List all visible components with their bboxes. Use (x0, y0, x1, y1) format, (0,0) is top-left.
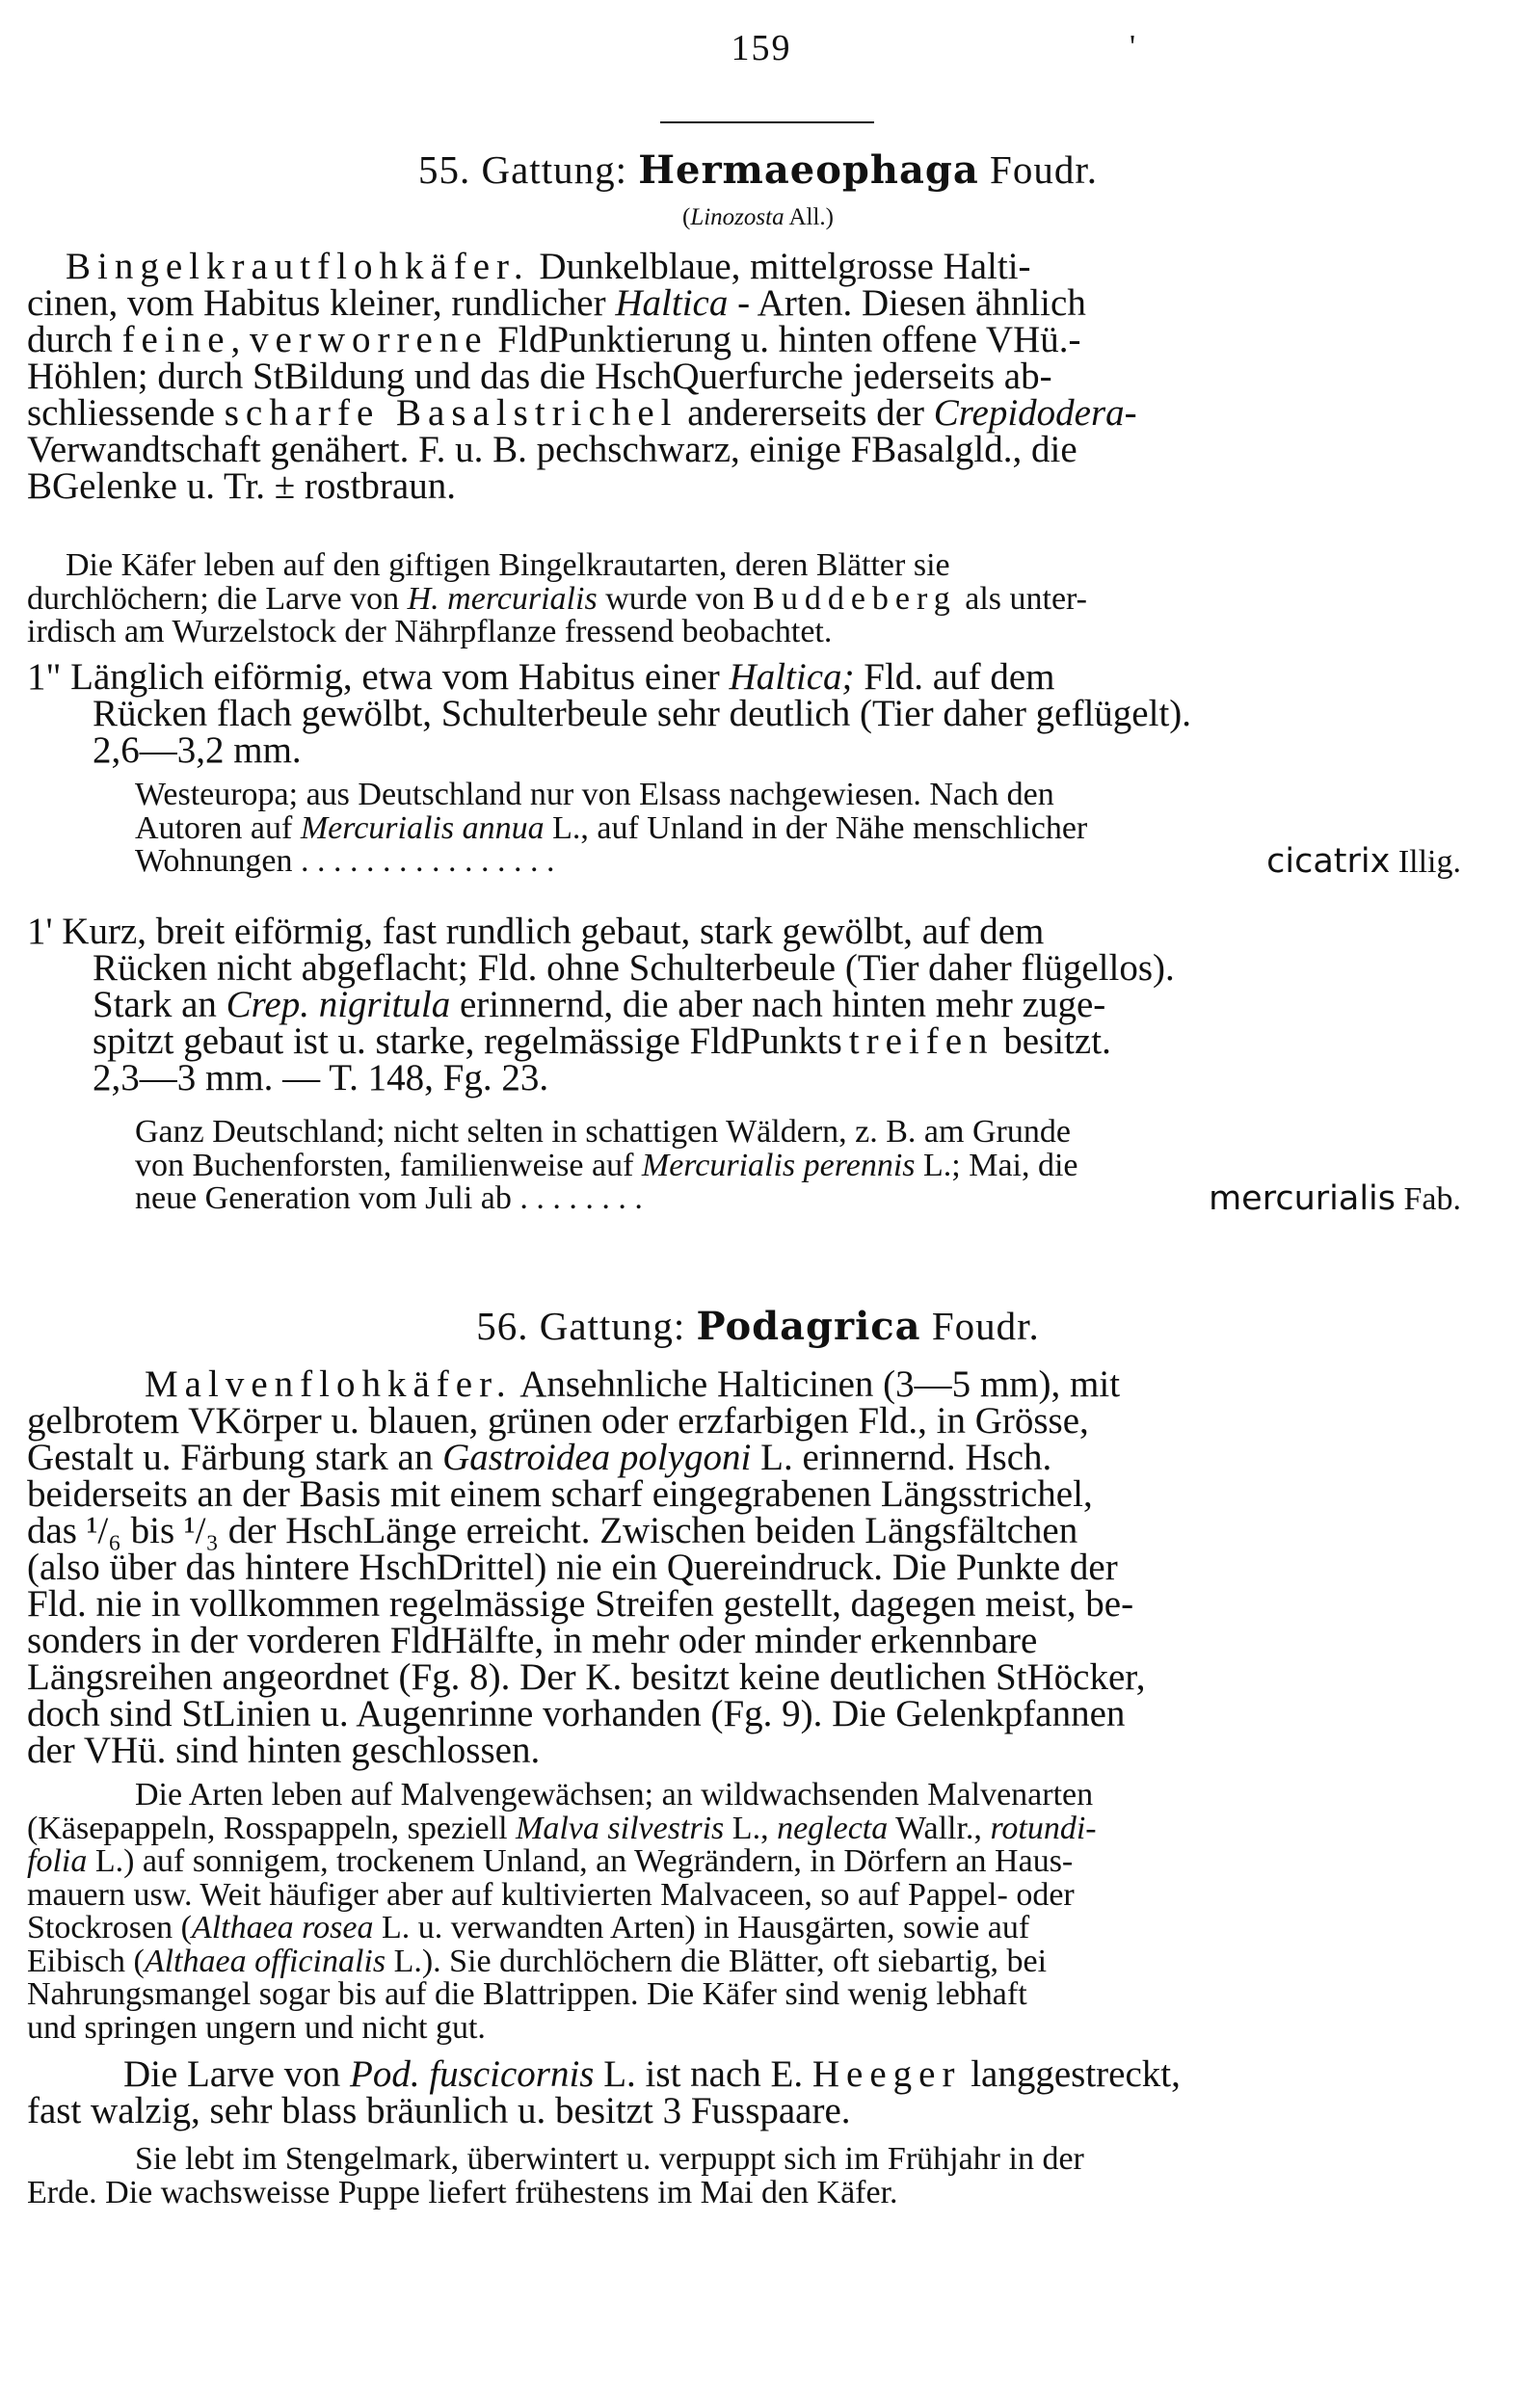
text-line (27, 984, 1473, 1025)
species-entry (1266, 842, 1461, 881)
section-56-author: Foudr. (931, 1304, 1040, 1348)
text-fragment: L., auf Unland in der Nähe menschlicher (544, 809, 1088, 846)
text-fragment: spitzt gebaut ist u. starke, regelmässige FldPunkt (93, 1020, 828, 1062)
key-1-couplet-a (27, 656, 1473, 771)
italic-term: Haltica; (729, 656, 855, 698)
spaced-term: feine (121, 319, 231, 360)
text-line (27, 1945, 1473, 1979)
text-fragment: 1' Kurz, breit eiförmig, fast rundlich gebaut, stark gewölbt, auf dem (27, 911, 1045, 952)
text-line (27, 1057, 1473, 1098)
text-fragment: - Arten. Diesen ähnlich (728, 282, 1086, 324)
text-fragment: das ¹/₆ bis ¹/₃ der HschLänge erreicht. Zwischen beiden Längsfältchen (27, 1510, 1078, 1551)
text-fragment: 2,6—3,2 mm. (93, 729, 302, 771)
text-fragment: Dunkelblaue, mittelgrosse Halti- (529, 246, 1031, 287)
text-line (27, 2053, 1473, 2095)
leader-dots: Wohnungen . . . . . . . . . . . . . . . . (135, 843, 555, 879)
text-fragment: Rücken nicht abgeflacht; Fld. ohne Schulterbeule (Tier daher flügellos). (93, 947, 1175, 989)
leader-dots: neue Generation vom Juli ab . . . . . . . . (135, 1180, 643, 1216)
text-line (27, 2174, 1473, 2210)
italic-term: neglecta (777, 1810, 889, 1846)
italic-term: Crep. nigritula (226, 984, 451, 1025)
italic-term: rotundi- (990, 1810, 1097, 1846)
text-line (27, 392, 1473, 434)
text-fragment: Erde. Die wachsweisse Puppe liefert frühestens im Mai den Käfer. (27, 2174, 898, 2210)
species-name: mercurialis (1209, 1179, 1396, 1218)
text-fragment: Die Käfer leben auf den giftigen Bingelkrautarten, deren Blätter sie (66, 547, 950, 583)
species-entry (1209, 1179, 1461, 1218)
species-author: Fab. (1403, 1181, 1461, 1217)
text-line (27, 1437, 1473, 1478)
text-line (27, 1912, 1473, 1945)
text-line (27, 1978, 1473, 2012)
text-fragment: L. u. verwandten Arten) in Hausgärten, sowie auf (373, 1910, 1030, 1945)
italic-term: Mercurialis perennis (641, 1147, 916, 1183)
text-fragment: Wallr., (888, 1810, 991, 1846)
spaced-term: streifen (827, 1020, 995, 1062)
text-fragment: L.). Sie durchlöchern die Blätter, oft siebartig, bei (386, 1943, 1048, 1979)
text-line (27, 1473, 1473, 1515)
text-line (27, 1620, 1473, 1661)
section-55-prefix: 55. Gattung: (418, 147, 627, 192)
text-fragment: Die Larve von (123, 2053, 350, 2095)
text-line (27, 2009, 1473, 2046)
italic-term: H. mercurialis (407, 580, 598, 617)
text-fragment: besitzt. (994, 1020, 1111, 1062)
text-fragment: L.; Mai, die (915, 1147, 1078, 1183)
key-1-note (27, 779, 1473, 879)
text-line (27, 1179, 1473, 1218)
text-fragment: beiderseits an der Basis mit einem scharf eingegrabenen Längsstrichel, (27, 1473, 1093, 1515)
text-fragment: BGelenke u. Tr. ± rostbraun. (27, 465, 456, 507)
spaced-term: scharfe Basalstrichel (224, 392, 678, 434)
text-fragment: schliessende (27, 392, 225, 434)
larva-paragraph (27, 2053, 1473, 2131)
text-line (27, 1116, 1473, 1150)
text-line (27, 1583, 1473, 1625)
text-line (27, 319, 1473, 360)
text-fragment: (Käsepappeln, Rosspappeln, speziell (27, 1810, 517, 1846)
synonym-name: Linozosta (690, 204, 785, 230)
text-fragment: doch sind StLinien u. Augenrinne vorhanden (Fg. 9). Die Gelenkpfannen (27, 1693, 1126, 1734)
text-line (27, 616, 1473, 649)
text-fragment: (also über das hintere HschDrittel) nie ein Quereindruck. Die Punkte der (27, 1547, 1118, 1588)
section-56-genus: Podagrica (696, 1304, 921, 1349)
text-fragment: Eibisch ( (27, 1943, 145, 1979)
text-fragment: und springen ungern und nicht gut. (27, 2009, 486, 2046)
text-line (27, 1693, 1473, 1734)
text-line (27, 1363, 1473, 1405)
text-line (27, 1020, 1473, 1062)
text-fragment: L. erinnernd. Hsch. (751, 1437, 1052, 1478)
spaced-term: Bingelkrautflohkäfer. (66, 246, 530, 287)
italic-term: Althaea officinalis (144, 1943, 386, 1979)
section-55-genus: Hermaeophaga (638, 147, 979, 193)
text-fragment: als unter- (956, 580, 1088, 617)
text-fragment: Ganz Deutschland; nicht selten in schattigen Wäldern, z. B. am Grunde (135, 1114, 1071, 1150)
text-fragment: Ansehnliche Halticinen (3—5 mm), mit (512, 1363, 1121, 1405)
text-line (27, 429, 1473, 470)
text-line (27, 842, 1473, 881)
text-fragment: der VHü. sind hinten geschlossen. (27, 1730, 541, 1771)
text-fragment: FldPunktierung u. hinten offene VHü.- (488, 319, 1081, 360)
italic-term: folia (27, 1843, 88, 1879)
italic-term: Althaea rosea (191, 1910, 374, 1945)
spaced-term: verworrene (250, 319, 489, 360)
italic-term: Gastroidea polygoni (442, 1437, 752, 1478)
text-fragment: mauern usw. Weit häufiger aber auf kultivierten Malvaceen, so auf Pappel- oder (27, 1876, 1075, 1913)
header-rule (660, 121, 874, 123)
text-line (27, 913, 1473, 950)
text-fragment: Westeuropa; aus Deutschland nur von Elsass nachgewiesen. Nach den (135, 777, 1054, 812)
italic-term: Mercurialis annua (300, 809, 545, 846)
text-line (27, 947, 1473, 989)
text-line (27, 1549, 1473, 1586)
text-line (27, 1147, 1473, 1183)
text-fragment: Fld. auf dem (854, 656, 1055, 698)
text-fragment: cinen, vom Habitus kleiner, rundlicher (27, 282, 616, 324)
synonym-author: All. (788, 204, 826, 230)
spaced-term: Buddeberg (753, 580, 957, 617)
text-line (27, 693, 1473, 734)
text-line (27, 358, 1473, 395)
text-line (27, 246, 1473, 287)
corner-mark: ' (1130, 29, 1136, 65)
text-line (27, 1656, 1473, 1698)
section-55-intro (27, 246, 1473, 507)
text-fragment: wurde von (597, 580, 754, 617)
text-fragment: L.) auf sonnigem, trockenem Unland, an Wegrändern, in Dörfern an Haus- (87, 1843, 1074, 1879)
text-line (27, 465, 1473, 507)
text-fragment: Stockrosen ( (27, 1910, 192, 1945)
italic-term: Malva silvestris (516, 1810, 725, 1846)
section-55-heading (0, 146, 1516, 193)
text-fragment: Höhlen; durch StBildung und das die HschQuerfurche jederseits ab- (27, 356, 1052, 397)
text-line (27, 779, 1473, 812)
text-fragment: Gestalt u. Färbung stark an (27, 1437, 443, 1478)
text-fragment: 1" Länglich eiförmig, etwa vom Habitus einer (27, 656, 730, 698)
text-line (27, 1510, 1473, 1551)
text-line (27, 809, 1473, 846)
text-line (27, 549, 1473, 583)
text-fragment: Stark an (93, 984, 226, 1025)
text-line (27, 656, 1473, 698)
text-line (27, 2143, 1473, 2177)
text-fragment: fast walzig, sehr blass bräunlich u. besitzt 3 Fusspaare. (27, 2090, 851, 2131)
text-line (27, 580, 1473, 617)
italic-term: Crepidodera- (933, 392, 1137, 434)
text-fragment: sonders in der vorderen FldHälfte, in mehr oder minder erkennbare (27, 1620, 1038, 1661)
text-fragment: Autoren auf (135, 809, 301, 846)
section-56-note (27, 1779, 1473, 2045)
italic-term: Haltica (615, 282, 729, 324)
final-note (27, 2143, 1473, 2210)
text-fragment: andererseits der (678, 392, 934, 434)
section-55-note (27, 549, 1473, 649)
species-author: Illig. (1397, 844, 1461, 880)
text-fragment: erinnernd, die aber nach hinten mehr zuge- (450, 984, 1106, 1025)
text-fragment: gelbrotem VKörper u. blauen, grünen oder erzfarbigen Fld., in Grösse, (27, 1400, 1089, 1442)
text-fragment: Längsreihen angeordnet (Fg. 8). Der K. besitzt keine deutlichen StHöcker, (27, 1656, 1146, 1698)
text-fragment: Nahrungsmangel sogar bis auf die Blattrippen. Die Käfer sind wenig lebhaft (27, 1976, 1027, 2012)
text-fragment: L., (724, 1810, 778, 1846)
text-fragment: Die Arten leben auf Malvengewächsen; an wildwachsenden Malvenarten (135, 1777, 1094, 1813)
text-fragment: von Buchenforsten, familienweise auf (135, 1147, 642, 1183)
key-1-couplet-b (27, 913, 1473, 1097)
text-fragment: Sie lebt im Stengelmark, überwintert u. verpuppt sich im Frühjahr in der (135, 2141, 1084, 2177)
text-line (27, 282, 1473, 324)
text-line (27, 1730, 1473, 1771)
text-line (27, 2090, 1473, 2131)
section-56-prefix: 56. Gattung: (476, 1304, 686, 1348)
text-line (27, 1876, 1473, 1913)
text-fragment: durchlöchern; die Larve von (27, 580, 408, 617)
text-fragment: irdisch am Wurzelstock der Nährpflanze fressend beobachtet. (27, 614, 833, 649)
text-fragment: Rücken flach gewölbt, Schulterbeule sehr deutlich (Tier daher geflügelt). (93, 693, 1192, 734)
text-line (27, 729, 1473, 771)
text-fragment: Verwandtschaft genähert. F. u. B. pechschwarz, einige FBasalgld., die (27, 429, 1077, 470)
section-55-synonym: (Linozosta All.) (682, 204, 834, 230)
spaced-term: Heeger (811, 2053, 962, 2095)
page-number: 159 (731, 28, 792, 68)
section-56-heading (0, 1303, 1516, 1349)
text-line (27, 1845, 1473, 1879)
spaced-term: Malvenflohkäfer. (145, 1363, 513, 1405)
text-line (27, 1779, 1473, 1813)
text-line (27, 1810, 1473, 1846)
section-55-author: Foudr. (990, 147, 1098, 192)
text-fragment: Fld. nie in vollkommen regelmässige Streifen gestellt, dagegen meist, be- (27, 1583, 1134, 1625)
text-line (27, 1400, 1473, 1442)
text-fragment: durch (27, 319, 122, 360)
italic-term: Pod. fuscicornis (350, 2053, 595, 2095)
text-fragment: 2,3—3 mm. — T. 148, Fg. 23. (93, 1057, 549, 1098)
text-fragment: langgestreckt, (961, 2053, 1181, 2095)
key-2-note (27, 1116, 1473, 1216)
species-name: cicatrix (1266, 842, 1391, 881)
section-56-intro (27, 1363, 1473, 1771)
text-fragment: , (230, 319, 251, 360)
text-fragment: L. ist nach E. (594, 2053, 812, 2095)
